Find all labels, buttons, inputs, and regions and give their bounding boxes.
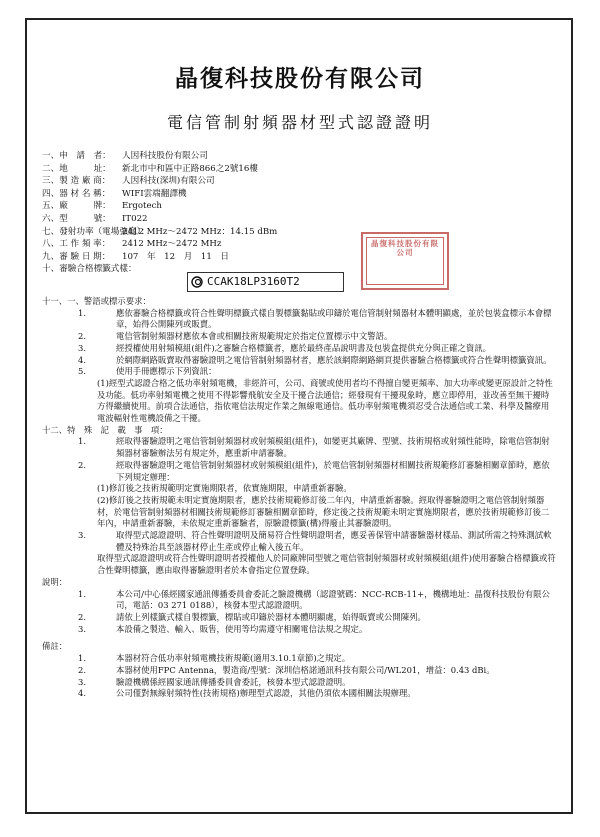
item-text: 本設備之製造、輸入、販售，使用等均需遵守相關電信法規之規定。 [116,623,368,634]
item-text: 於網際網路販賣取得審驗證明之電信管制射頻器材者，應於該網際網路網頁提供審驗合格標籤或符合性聲明標籤資訊。 [116,354,552,365]
section-heading: 十二、特 殊 記 載 事 項： [42,424,168,435]
registration-note: 取得型式認證證明或符合性聲明證明者授權他人於同廠牌同型號之電信管制射頻器材或射頻模組(組件)使用審驗合格標籤或符合性聲明標籤，應由取得審驗證明者於本會指定位置登錄。 [97,553,556,576]
list-item [42,366,556,378]
item-number: 3. [78,530,86,541]
field-value: IT022 [122,213,148,224]
field-label: 八、工 作 頻 率： [42,239,111,250]
certification-label-box [187,272,344,292]
list-item [42,665,556,677]
field-value: Ergotech [122,201,162,212]
item-number: 1. [78,653,86,664]
field-label: 十、審驗合格標籤式樣： [42,264,137,275]
field-label: 七、發射功率（電場強度）： [42,226,150,237]
item-number: 1. [78,436,86,447]
list-item [42,308,556,331]
section-special-notes [42,425,556,577]
field-power [42,226,277,239]
ncc-logo-icon [191,276,203,288]
info-fields [42,150,277,276]
list-item [42,624,556,636]
section-heading: 十一、一、警語或標示要求： [42,296,151,306]
item-text: 公司僅對無線射頻特性(技術規格)辦理型式認證，其他仍須依本國相關法規辦理。 [116,688,416,699]
item-text: 取得型式認證證明、符合性聲明證明及簡易符合性聲明證明者，應妥善保管申請審驗器材樣品、測試所需之特殊測試軟體及特殊治具至該器材停止生產或停止輸入後五年。 [116,530,552,552]
list-item [42,589,556,612]
list-item [42,530,556,553]
company-title: 晶復科技股份有限公司 [175,66,425,92]
item-text: 經授權使用射頻模組(組件)之審驗合格標籤者，應於最終產品說明書及包裝盒提供充分與正確之資訊。 [116,342,492,353]
list-item [42,355,556,367]
seal-text: 晶復科技股份有限公司 [371,239,439,257]
sub-item: (1)修訂後之技術規範明定實施期限者，依實施期限，申請重新審驗。 [97,483,352,494]
field-label: 一、申 請 者： [42,151,111,161]
field-date [42,251,277,264]
item-text: 電信管制射頻器材應依本會或相關技術規範規定於指定位置標示中文警語。 [116,331,393,342]
item-text: 使用手冊應標示下列資訊： [116,366,217,377]
list-item [42,653,556,665]
item-text: 請依上列樣籤式樣自製標籤，標貼或印鑄於器材本體明顯處，始得販賣或公開陳列。 [116,611,426,622]
list-item [42,688,556,700]
section-explanation [42,577,556,636]
field-label: 二、地 址： [42,163,111,174]
field-value: 2412 MHz～2472 MHz：14.15 dBm [122,226,278,237]
item-text: 本器材使用FPC Antenna，製造商/型號：深圳信格諾通訊科技有限公司/WL201，增益：0.43 dBi。 [116,664,495,675]
field-label: 三、製 造 廠 商： [42,176,111,187]
section-heading: 說明： [42,576,68,587]
field-value: 人因科技股份有限公司 [122,151,208,161]
item-text: 本器材符合低功率射頻電機技術規範(適用3.10.1章節)之規定。 [116,653,351,664]
field-value: 107 年 12 月 11 日 [122,251,230,262]
field-label: 六、型 號： [42,213,111,224]
item-number: 3. [78,676,86,687]
company-seal-stamp [361,232,449,290]
item-number: 3. [78,342,86,353]
field-manufacturer [42,175,277,188]
item-number: 2. [78,459,86,470]
field-value: WIFI雲端翻譯機 [122,188,187,199]
list-item [42,343,556,355]
list-item [42,677,556,689]
field-brand [42,200,277,213]
field-value: 新北市中和區中正路866之2號16樓 [122,163,258,174]
list-item [42,436,556,459]
item-number: 3. [78,623,86,634]
item-text: 經取得審驗證明之電信管制射頻器材或射頻模組(組件)，於電信管制射頻器材相關技術規範修訂審驗相關章節時，應依下列規定辦理： [116,459,550,482]
item-number: 2. [78,611,86,622]
field-applicant [42,150,277,163]
field-frequency [42,238,277,251]
item-number: 2. [78,331,86,342]
item-number: 4. [78,354,86,365]
section-warnings [42,296,556,425]
item-number: 5. [78,366,86,377]
list-item [42,612,556,624]
list-item [42,331,556,343]
field-model [42,213,277,226]
item-number: 1. [78,307,86,318]
item-number: 1. [78,588,86,599]
field-value: 2412 MHz～2472 MHz [122,239,222,250]
document-body [42,296,556,700]
section-remarks [42,641,556,700]
item-text: 應依審驗合格標籤或符合性聲明標籤式樣自製標籤黏貼或印鑄於電信管制射頻器材本體明顯處，並於包裝盒標示本會標章，始得公開陳列或販賣。 [116,307,552,330]
item-text: 驗證機構係經國家通訊傳播委員會委託，核發本型式認證證明。 [116,676,351,687]
field-label: 四、器 材 名 稱： [42,188,111,199]
sub-item: (2)修訂後之技術規範未明定實施期限者，應於技術規範修訂後二年內，申請重新審驗。經取得審驗證明之電信管制射頻器材，於電信管制射頻器材相關技術規範修訂審驗相關章節時，修定後之技術規範未明定實施期限者，應於技術規範修訂後二年內，申請重新審驗，未依規定重新審驗者，原驗證標籤(構)得廢止其審驗證明。 [97,494,550,529]
item-number: 4. [78,688,86,699]
field-device-name [42,188,277,201]
list-item [42,460,556,483]
field-value: 人因科技(深圳)有限公司 [122,176,215,187]
item-text: 經取得審驗證明之電信管制射頻器材或射頻模組(組件)，如變更其廠牌、型號、技術規格或射頻性能時，除電信管制射頻器材審驗辦法另有規定外，應重新申請審驗。 [116,436,550,459]
manual-notice-text: (1)經型式認證合格之低功率射頻電機，非經許可，公司、商號或使用者均不得擅自變更頻率、加大功率或變更原設計之特性及功能。低功率射頻電機之使用不得影響飛航安全及干擾合法通信；經發現有干擾現象時，應立即停用，並改善至無干擾時方得繼續使用。前項合法通信，指依電信法規定作業之無線電通信。低功率射頻電機須忍受合法通信或工業、科學及醫療用電波輻射性電機設備之干擾。 [97,377,553,424]
item-number: 2. [78,664,86,675]
field-label: 五、廠 牌： [42,201,111,212]
document-title: 電信管制射頻器材型式認證證明 [166,113,433,132]
field-label: 九、審 驗 日 期： [42,251,111,262]
field-address [42,163,277,176]
certification-code: CCAK18LP3160T2 [207,275,300,288]
item-text: 本公司/中心係經國家通訊傳播委員會委託之驗證機構（認證號碼：NCC-RCB-11+，機構地址：晶復科技股份有限公司，電話：03 271 0188），核發本型式認證證明。 [116,588,550,611]
section-heading: 備註： [42,641,68,652]
